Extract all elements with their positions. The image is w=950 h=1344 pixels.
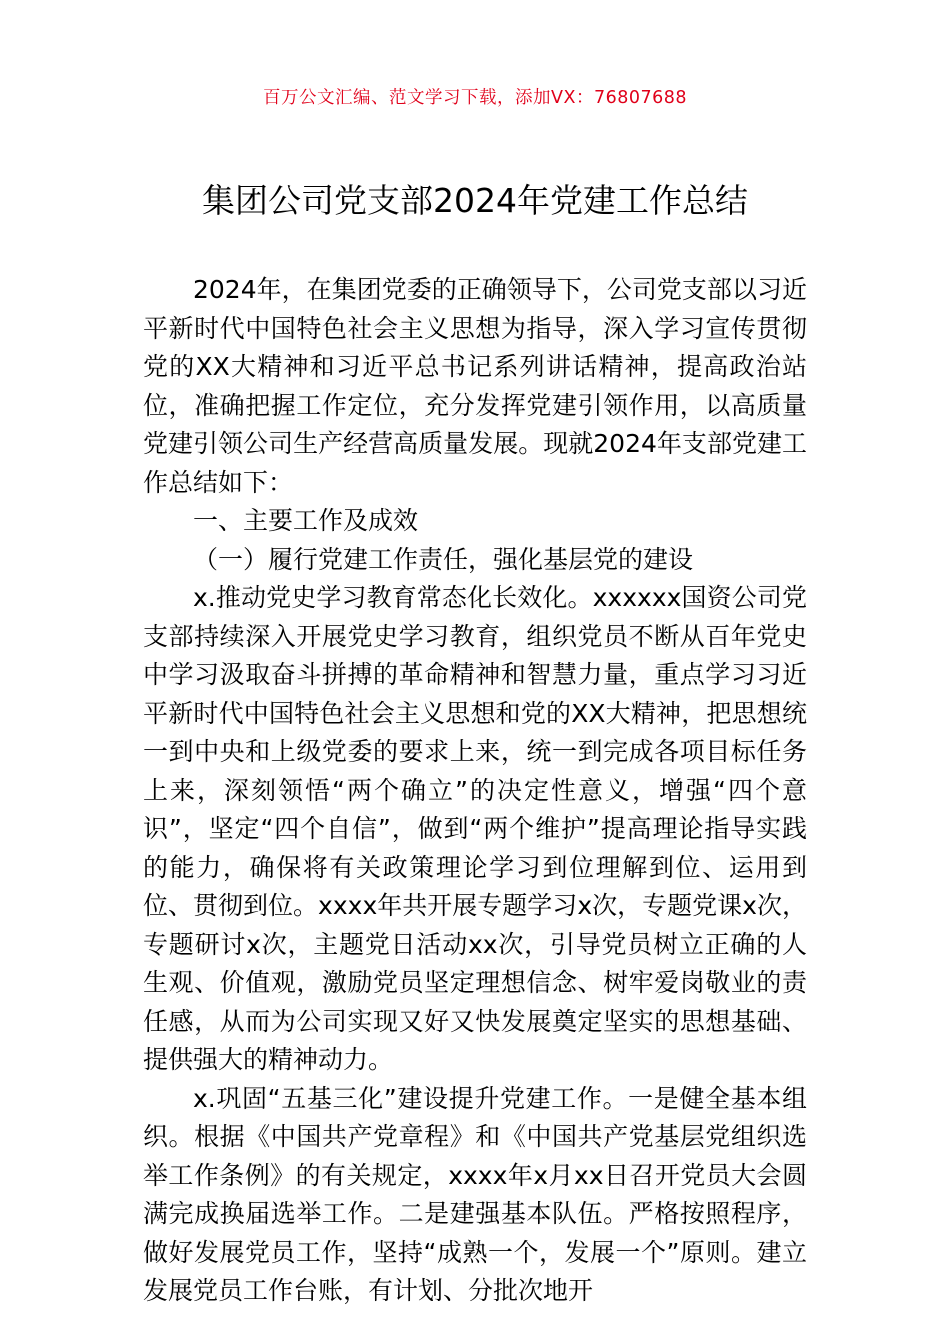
document-body bbox=[143, 271, 807, 1311]
body-paragraph: x.巩固“五基三化”建设提升党建工作。一是健全基本组织。根据《中国共产党章程》和《中国共产党基层党组织选举工作条例》的有关规定，xxxx年x月xx日召开党员大会圆满完成换届选举工作。二是建强基本队伍。严格按照程序，做好发展党员工作，坚持“成熟一个，发展一个”原则。建立发展党员工作台账，有计划、分批次地开 bbox=[143, 1083, 807, 1305]
intro-paragraph: 2024年，在集团党委的正确领导下，公司党支部以习近平新时代中国特色社会主义思想为指导，深入学习宣传贯彻党的XX大精神和习近平总书记系列讲话精神，提高政治站位，准确把握工作定位，充分发挥党建引领作用，以高质量党建引领公司生产经营高质量发展。现就2024年支部党建工作总结如下： bbox=[143, 275, 807, 497]
subsection-heading: （一）履行党建工作责任，强化基层党的建设 bbox=[193, 544, 694, 574]
section-heading: 一、主要工作及成效 bbox=[193, 506, 419, 535]
header-note: 百万公文汇编、范文学习下载，添加VX：76807688 bbox=[262, 88, 688, 108]
body-paragraph: x.推动党史学习教育常态化长效化。xxxxxx国资公司党支部持续深入开展党史学习教育，组织党员不断从百年党史中学习汲取奋斗拼搏的革命精神和智慧力量，重点学习习近平新时代中国特色社会主义思想和党的XX大精神，把思想统一到中央和上级党委的要求上来，统一到完成各项目标任务上来，深刻领悟“两个确立”的决定性意义，增强“四个意识”，坚定“四个自信”，做到“两个维护”提高理论指导实践的能力，确保将有关政策理论学习到位理解到位、运用到位、贯彻到位。xxxx年共开展专题学习x次，专题党课x次，专题研讨x次，主题党日活动xx次，引导党员树立正确的人生观、价值观，激励党员坚定理想信念、树牢爱岗敬业的责任感，从而为公司实现又好又快发展奠定坚实的思想基础、提供强大的精神动力。 bbox=[143, 583, 807, 1074]
document-title: 集团公司党支部2024年党建工作总结 bbox=[202, 181, 748, 220]
